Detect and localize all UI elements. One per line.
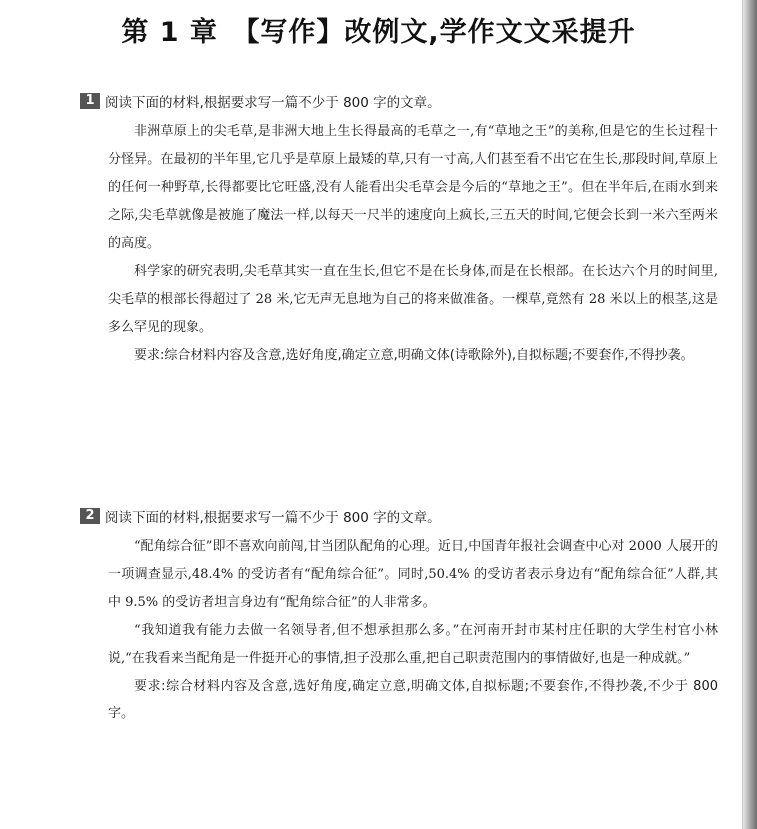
material-paragraph: 非洲草原上的尖毛草,是非洲大地上生长得最高的毛草之一,有“草地之王”的美称,但是它的生长过程十分怪异。在最初的半年里,它几乎是草原上最矮的草,只有一寸高,人们甚至看不出它在生长,那段时间,草原上的任何一种野草,长得都要比它旺盛,没有人能看出尖毛草会是今后的“草地之王”。但在半年后,在雨水到来之际,尖毛草就像是被施了魔法一样,以每天一尺半的速度向上疯长,三五天的时间,它便会长到一米六至两米的高度。	[108, 124, 718, 251]
question-number-badge: 1	[80, 93, 100, 109]
question-number-badge: 2	[80, 508, 100, 524]
question-1	[80, 92, 720, 369]
question-2	[80, 507, 720, 727]
writing-requirement: 要求:综合材料内容及含意,选好角度,确定立意,明确文体(诗歌除外),自拟标题;不要套作,不得抄袭。	[134, 348, 694, 363]
question-header	[80, 92, 720, 110]
writing-requirement: 要求:综合材料内容及含意,选好角度,确定立意,明确文体,自拟标题;不要套作,不得抄袭,不少于 800 字。	[108, 679, 718, 721]
question-header	[80, 507, 720, 525]
material-paragraph: “配角综合征”即不喜欢向前闯,甘当团队配角的心理。近日,中国青年报社会调查中心对 2000 人展开的一项调查显示,48.4% 的受访者有“配角综合征”。同时,50.4% 的受访者表示身边有“配角综合征”人群,其中 9.5% 的受访者坦言身边有“配角综合征”的人非常多。	[108, 539, 718, 610]
page-edge-shadow	[743, 0, 757, 829]
chapter-title: 第 1 章 【写作】改例文,学作文文采提升	[121, 17, 636, 48]
question-prompt: 阅读下面的材料,根据要求写一篇不少于 800 字的文章。	[105, 510, 441, 526]
question-prompt: 阅读下面的材料,根据要求写一篇不少于 800 字的文章。	[105, 95, 441, 111]
material-paragraph: 科学家的研究表明,尖毛草其实一直在生长,但它不是在长身体,而是在长根部。在长达六个月的时间里,尖毛草的根部长得超过了 28 米,它无声无息地为自己的将来做准备。一棵草,竟然有 28 米以上的根茎,这是多么罕见的现象。	[108, 264, 718, 335]
material-paragraph: “我知道我有能力去做一名领导者,但不想承担那么多。”在河南开封市某村庄任职的大学生村官小林说,“在我看来当配角是一件挺开心的事情,担子没那么重,把自己职责范围内的事情做好,也是一种成就。”	[108, 623, 718, 666]
